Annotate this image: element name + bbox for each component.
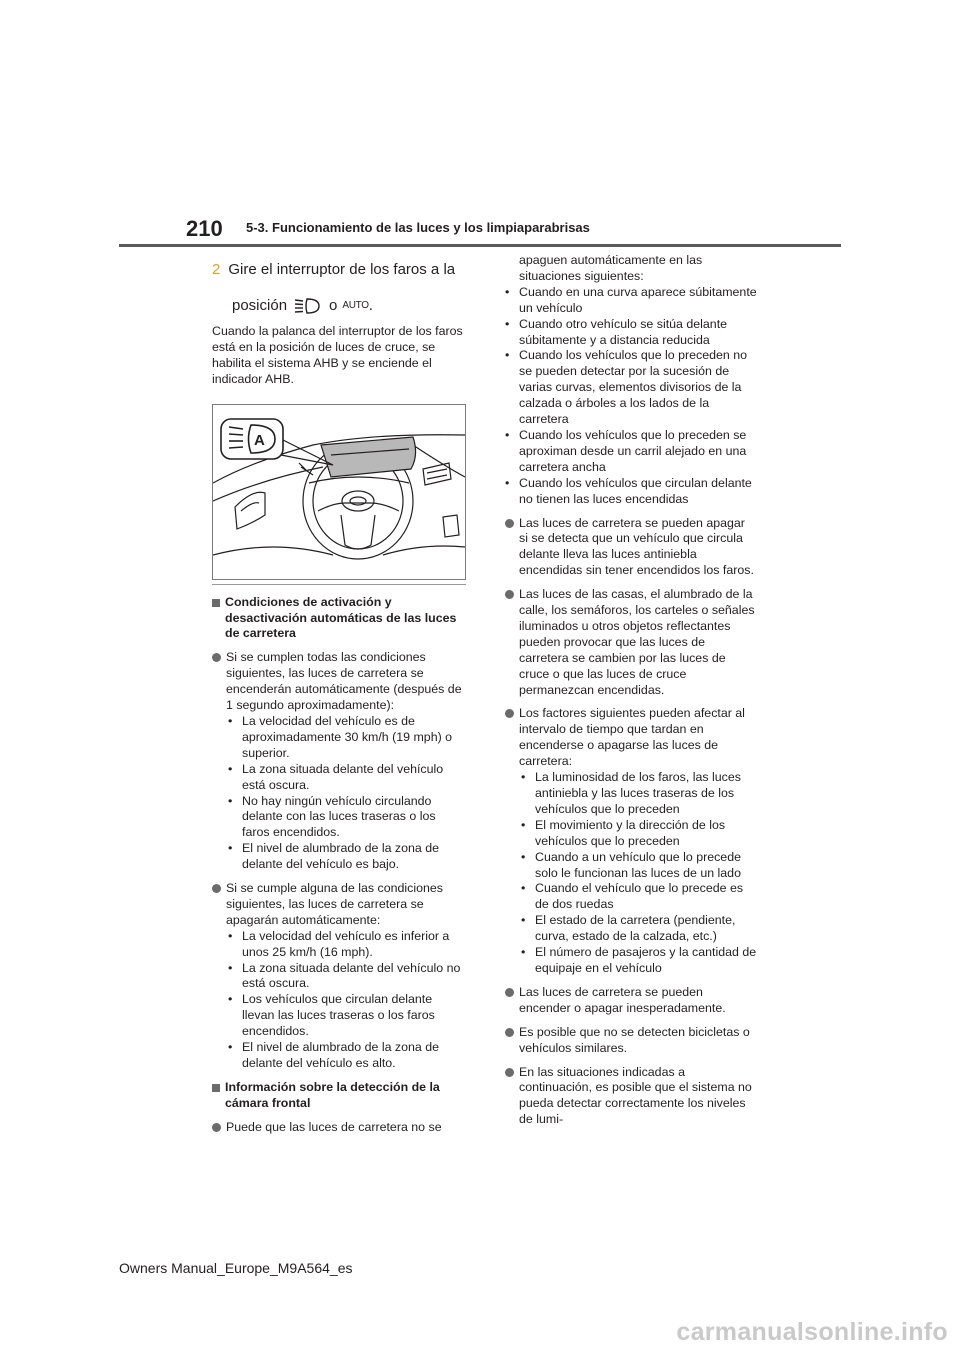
bullet-text: En las situaciones indicadas a continuación, es posible que el sistema no pueda detectar correctamente los niveles de lumi- (519, 1064, 752, 1127)
list-item: • El número de pasajeros y la cantidad de equipaje en el vehículo (521, 945, 757, 975)
svg-text:A: A (254, 431, 265, 449)
list-item: • La velocidad del vehículo es de aproximadamente 30 km/h (19 mph) o superior. (228, 713, 453, 760)
bullet-bikes (505, 1025, 757, 1057)
continuation-text: apaguen automáticamente en las situaciones siguientes: (519, 253, 703, 283)
step-text-position: posición (232, 297, 288, 314)
bullet-fog (505, 516, 757, 580)
list-item: • Cuando otro vehículo se sitúa delante súbitamente y a distancia reducida (505, 316, 728, 347)
bullet-dot-icon (505, 1068, 514, 1077)
list-item: • Cuando los vehículos que lo preceden no se pueden detectar por la sucesión de varias curvas, elementos divisorios de la calzada o árboles a los lados de la carretera (505, 348, 748, 427)
list-item: • La zona situada delante del vehículo está oscura. (228, 761, 444, 792)
bullet-dot-icon (505, 1028, 514, 1037)
heading-camera-text: Información sobre la detección de la cámara frontal (225, 1079, 440, 1110)
section-title: 5-3. Funcionamiento de las luces y los limpiaparabrisas (246, 220, 590, 235)
list-item: • El estado de la carretera (pendiente, curva, estado de la calzada, etc.) (521, 913, 736, 944)
bullet-text: Si se cumplen todas las condiciones siguientes, las luces de carretera se encenderán automáticamente (después de 1 segundo aproximadamente): (226, 650, 462, 713)
page-number: 210 (186, 216, 223, 241)
list-item: • La zona situada delante del vehículo no está oscura. (228, 960, 461, 991)
step-text-or: o (329, 297, 338, 314)
list-item: • Cuando los vehículos que lo preceden se aproximan desde un carril alejado en una carretera ancha (505, 427, 747, 474)
bullet-dot-icon (212, 1123, 221, 1132)
step-number: 2 (212, 261, 221, 278)
list-item: • No hay ningún vehículo circulando delante con las luces traseras o los faros encendidos. (228, 793, 436, 840)
bullet-dot-icon (505, 519, 514, 528)
left-column (212, 258, 464, 1144)
heading-square-icon (212, 1084, 220, 1092)
headlight-low-beam-icon (293, 297, 323, 315)
list-item: • El movimiento y la dirección de los vehículos que lo preceden (521, 817, 726, 848)
heading-camera (212, 1080, 464, 1112)
heading-square-icon (212, 599, 220, 607)
list-item: • Cuando en una curva aparece súbitamente un vehículo (505, 284, 757, 315)
dashboard-illustration (212, 404, 466, 580)
continuation-block (505, 253, 757, 508)
bullet-situations (505, 1065, 757, 1129)
bullet-camera-start (212, 1120, 464, 1136)
bullet-text: Puede que las luces de carretera no se (226, 1119, 442, 1134)
list-item: • La velocidad del vehículo es inferior a unos 25 km/h (16 mph). (228, 928, 450, 959)
header-rule (119, 244, 841, 247)
bullet-unexpected (505, 985, 757, 1017)
watermark[interactable]: carmanualsonline.info (676, 1318, 948, 1346)
intro-paragraph: Cuando la palanca del interruptor de los faros está en la posición de luces de cruce, se habilita el sistema AHB y se enciende el indicador AHB. (212, 324, 463, 386)
bullet-houses (505, 587, 757, 698)
bullet-text: Es posible que no se detecten bicicletas o vehículos similares. (519, 1024, 750, 1055)
bullet-dot-icon (505, 709, 514, 718)
bullet-text: Las luces de las casas, el alumbrado de la calle, los semáforos, los carteles o señales iluminados u otros objetos reflectantes pueden provocar que las luces de carretera se cambien por las luces de cruce o que las luces de cruce permanezcan encendidas. (519, 587, 755, 697)
heading-activation-text: Condiciones de activación y desactivación automáticas de las luces de carretera (225, 594, 457, 641)
list-item: • El nivel de alumbrado de la zona de delante del vehículo es alto. (228, 1040, 440, 1070)
bullet-activation-off (212, 881, 464, 1072)
footer-manual-id: Owners Manual_Europe_M9A564_es (119, 1260, 353, 1276)
list-item: • Cuando el vehículo que lo precede es de dos ruedas (521, 881, 744, 912)
step-text: Gire el interruptor de los faros a la (228, 261, 456, 278)
auto-position-icon: AUTO (342, 300, 369, 311)
bullet-dot-icon (212, 653, 221, 662)
bullet-text: Las luces de carretera se pueden apagar si se detecta que un vehículo que circula delante lleva las luces antiniebla encendidas sin tener encendidos los faros. (519, 515, 754, 578)
step-text-period: . (368, 297, 373, 314)
bullet-text: Si se cumple alguna de las condiciones siguientes, las luces de carretera se apagarán automáticamente: (226, 881, 443, 927)
figure-underline (212, 584, 466, 585)
bullet-dot-icon (505, 590, 514, 599)
bullet-dot-icon (505, 988, 514, 997)
step-2 (212, 258, 464, 318)
list-item: • Cuando los vehículos que circulan delante no tienen las luces encendidas (505, 475, 752, 506)
list-item: • El nivel de alumbrado de la zona de delante del vehículo es bajo. (228, 841, 440, 872)
bullet-text: Las luces de carretera se pueden encender o apagar inesperadamente. (519, 984, 726, 1015)
list-item: • La luminosidad de los faros, las luces antiniebla y las luces traseras de los vehículos que lo preceden (521, 770, 741, 816)
bullet-factors (505, 706, 757, 976)
bullet-activation-on (212, 650, 464, 873)
list-item: • Cuando a un vehículo que lo precede solo le funcionan las luces de un lado (521, 849, 741, 880)
right-column (505, 253, 757, 1136)
bullet-dot-icon (212, 884, 221, 893)
heading-activation (212, 595, 464, 643)
list-item: • Los vehículos que circulan delante llevan las luces traseras o los faros encendidos. (228, 992, 435, 1039)
bullet-text: Los factores siguientes pueden afectar al intervalo de tiempo que tardan en encenderse o apagarse las luces de carretera: (519, 706, 745, 769)
steering-wheel-figure (213, 405, 465, 579)
